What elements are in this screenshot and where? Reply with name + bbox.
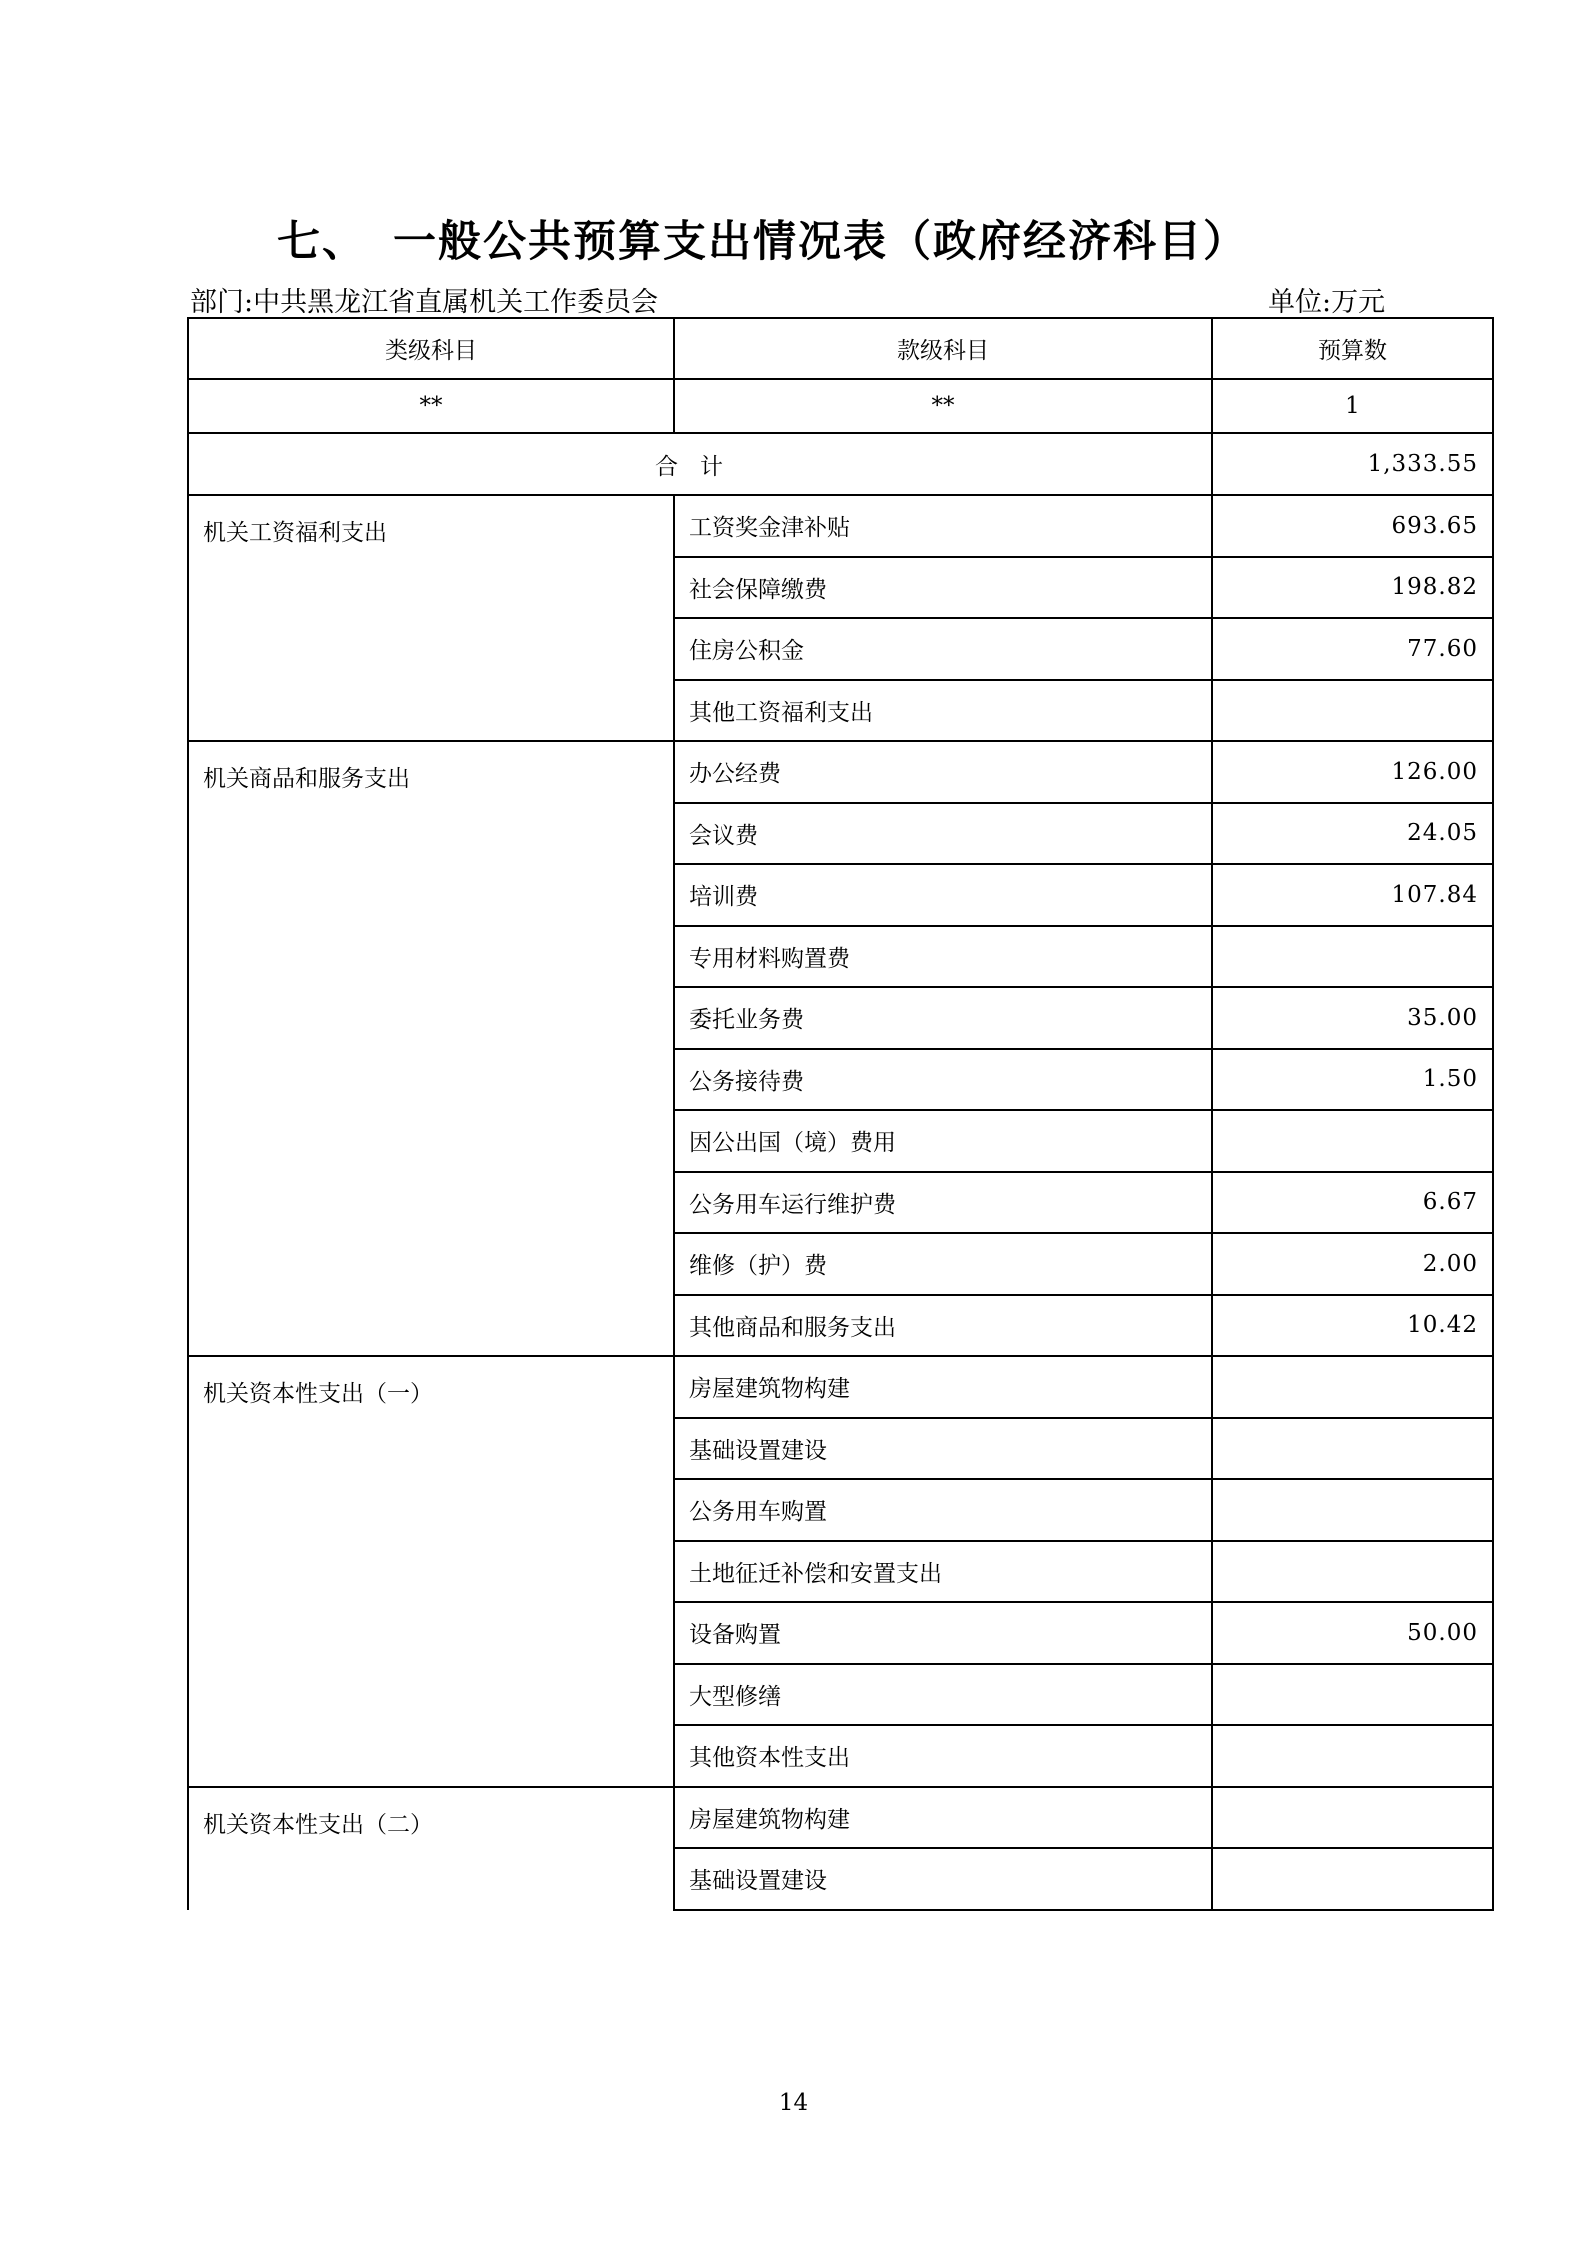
item-name: 工资奖金津补贴 xyxy=(674,495,1212,557)
item-value: 50.00 xyxy=(1212,1602,1493,1664)
item-value xyxy=(1212,1479,1493,1541)
index-cell: 1 xyxy=(1212,379,1493,433)
item-name: 因公出国（境）费用 xyxy=(674,1110,1212,1172)
item-value xyxy=(1212,1725,1493,1787)
total-label-text: 合计 xyxy=(655,453,745,480)
item-value xyxy=(1212,680,1493,742)
category-cell: 机关商品和服务支出 xyxy=(188,741,674,1356)
item-value: 77.60 xyxy=(1212,618,1493,680)
item-value xyxy=(1212,1787,1493,1849)
total-label xyxy=(188,433,1212,495)
item-value xyxy=(1212,1110,1493,1172)
item-value xyxy=(1212,1848,1493,1910)
item-name: 房屋建筑物构建 xyxy=(674,1356,1212,1418)
item-value: 1.50 xyxy=(1212,1049,1493,1111)
index-row xyxy=(188,379,1493,433)
item-name: 办公经费 xyxy=(674,741,1212,803)
item-value: 126.00 xyxy=(1212,741,1493,803)
table-row xyxy=(188,741,1493,803)
header-category: 类级科目 xyxy=(188,318,674,379)
table-row xyxy=(188,1787,1493,1849)
item-value: 24.05 xyxy=(1212,803,1493,865)
title-number: 七、 xyxy=(277,217,367,267)
item-value xyxy=(1212,1664,1493,1726)
title-text: 一般公共预算支出情况表（政府经济科目） xyxy=(393,217,1248,267)
item-name: 其他商品和服务支出 xyxy=(674,1295,1212,1357)
unit-label: 单位:万元 xyxy=(1268,287,1386,318)
table-row xyxy=(188,1356,1493,1418)
item-name: 大型修缮 xyxy=(674,1664,1212,1726)
item-name: 维修（护）费 xyxy=(674,1233,1212,1295)
item-name: 委托业务费 xyxy=(674,987,1212,1049)
item-name: 其他资本性支出 xyxy=(674,1725,1212,1787)
item-name: 基础设置建设 xyxy=(674,1418,1212,1480)
item-value: 107.84 xyxy=(1212,864,1493,926)
item-value xyxy=(1212,1418,1493,1480)
table-row xyxy=(188,495,1493,557)
item-name: 公务接待费 xyxy=(674,1049,1212,1111)
item-name: 其他工资福利支出 xyxy=(674,680,1212,742)
item-name: 会议费 xyxy=(674,803,1212,865)
category-cell: 机关资本性支出（二） xyxy=(188,1787,674,1910)
item-name: 设备购置 xyxy=(674,1602,1212,1664)
category-cell: 机关资本性支出（一） xyxy=(188,1356,674,1787)
header-amount: 预算数 xyxy=(1212,318,1493,379)
item-name: 专用材料购置费 xyxy=(674,926,1212,988)
item-value xyxy=(1212,1356,1493,1418)
total-row xyxy=(188,433,1493,495)
item-value: 198.82 xyxy=(1212,557,1493,619)
department-label: 部门:中共黑龙江省直属机关工作委员会 xyxy=(190,287,659,318)
item-name: 住房公积金 xyxy=(674,618,1212,680)
item-value xyxy=(1212,926,1493,988)
header-row xyxy=(188,318,1493,379)
item-value xyxy=(1212,1541,1493,1603)
item-name: 土地征迁补偿和安置支出 xyxy=(674,1541,1212,1603)
item-name: 公务用车运行维护费 xyxy=(674,1172,1212,1234)
total-value: 1,333.55 xyxy=(1212,433,1493,495)
item-name: 公务用车购置 xyxy=(674,1479,1212,1541)
page-title xyxy=(277,208,1248,269)
index-cell: ** xyxy=(188,379,674,433)
item-name: 社会保障缴费 xyxy=(674,557,1212,619)
item-value: 6.67 xyxy=(1212,1172,1493,1234)
item-value: 10.42 xyxy=(1212,1295,1493,1357)
budget-table xyxy=(187,317,1494,1911)
category-cell: 机关工资福利支出 xyxy=(188,495,674,741)
item-value: 2.00 xyxy=(1212,1233,1493,1295)
page-number: 14 xyxy=(778,2090,809,2116)
item-value: 35.00 xyxy=(1212,987,1493,1049)
item-value: 693.65 xyxy=(1212,495,1493,557)
item-name: 房屋建筑物构建 xyxy=(674,1787,1212,1849)
item-name: 基础设置建设 xyxy=(674,1848,1212,1910)
header-subcategory: 款级科目 xyxy=(674,318,1212,379)
index-cell: ** xyxy=(674,379,1212,433)
item-name: 培训费 xyxy=(674,864,1212,926)
